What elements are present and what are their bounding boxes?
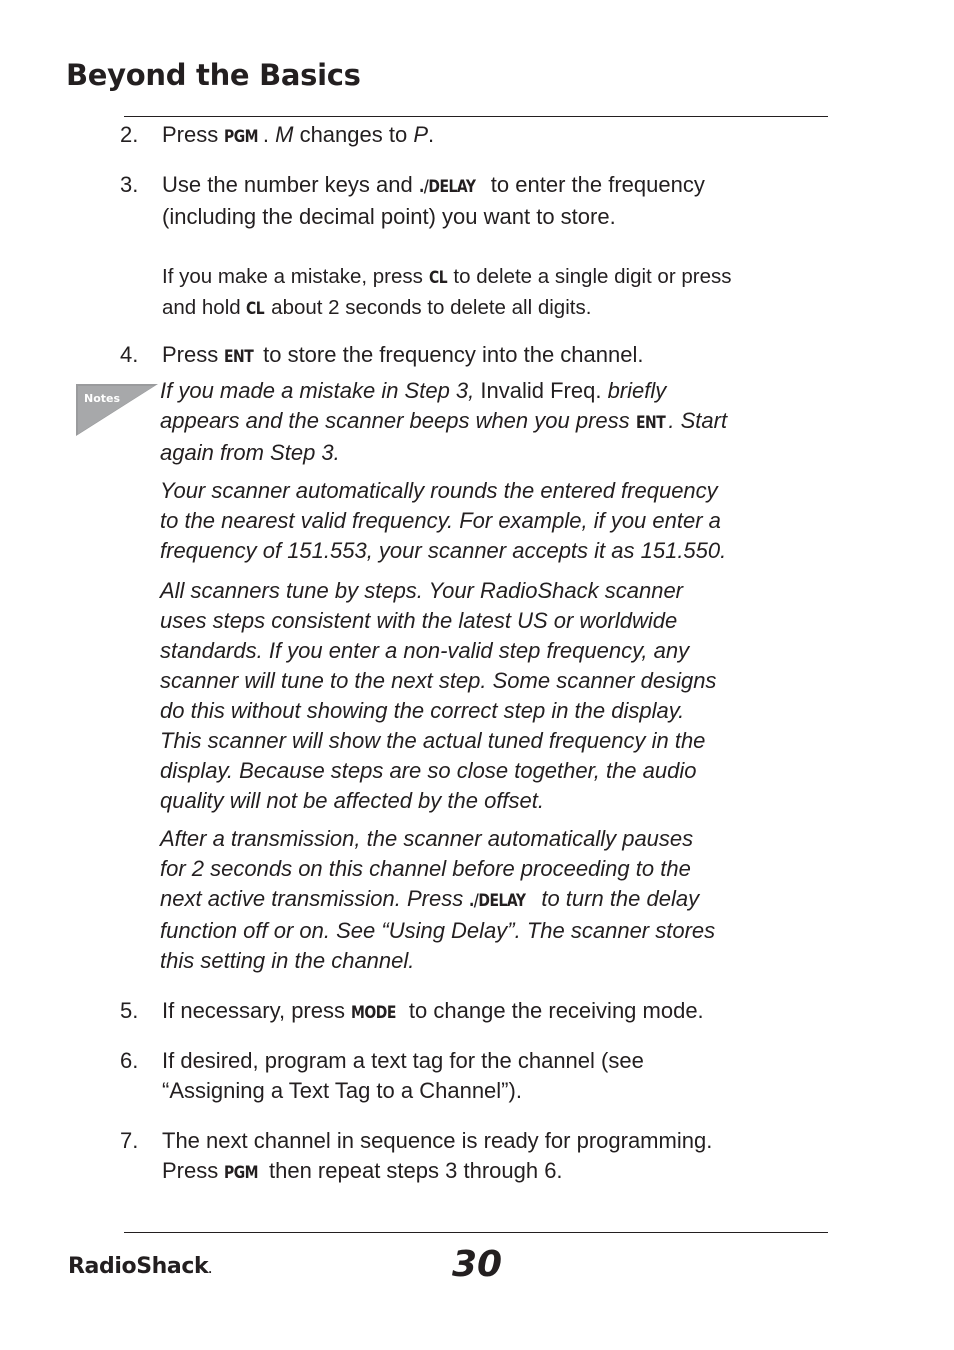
brand-logo: RadioShack. [68, 1254, 212, 1279]
key-label: CL [428, 268, 447, 288]
note-paragraph-3: All scanners tune by steps. Your RadioShack scanner uses steps consistent with the latest US or worldwide standards. If you enter a non-valid step frequency, any scanner will tune to the next step. Some scanner designs do this without showing the correct step in the display. This scanner will show the actual tuned frequency in the display. Because steps are so close together, the audio quality will not be affected by the offset. [160, 578, 717, 813]
display-message: Invalid Freq. [474, 378, 602, 403]
footer-rule [124, 1232, 828, 1233]
step-number: 6. [120, 1048, 139, 1073]
step-text: Press ENT to store the frequency into the channel. [162, 340, 842, 372]
step-text: If desired, program a text tag for the channel (see “Assigning a Text Tag to a Channel”). [162, 1048, 644, 1103]
step-number: 7. [120, 1128, 139, 1153]
header-rule [124, 116, 828, 117]
step-text: The next channel in sequence is ready for programming. Press PGM then repeat steps 3 through 6. [162, 1126, 842, 1188]
key-label: ENT [635, 413, 665, 433]
key-label: ./DELAY [469, 891, 526, 911]
step-text: Use the number keys and ./DELAY to enter the frequency (including the decimal point) you want to store. [162, 172, 705, 229]
section-title: Beyond the Basics [66, 58, 361, 92]
key-label: ./DELAY [418, 177, 476, 197]
step-text: Press PGM . M changes to P. [162, 120, 842, 152]
step-number: 4. [120, 342, 139, 367]
tip-text: If you make a mistake, press CL to delete a single digit or press and hold CL about 2 seconds to delete all digits. [162, 262, 832, 324]
key-label: PGM [224, 127, 259, 147]
note-paragraph-1: If you made a mistake in Step 3, Invalid Freq. briefly appears and the scanner beeps when you press ENT . Start again from Step 3. [160, 378, 728, 465]
step-number: 2. [120, 122, 139, 147]
notes-icon-label: Notes [84, 392, 121, 405]
step-number: 3. [120, 172, 139, 197]
note-paragraph-4: After a transmission, the scanner automatically pauses for 2 seconds on this channel before proceeding to the next active transmission. Press ./DELAY to turn the delay function off or on. See “Using Delay”. The scanner stores this setting in the channel. [160, 826, 716, 973]
key-label: PGM [224, 1163, 259, 1183]
step-text: If necessary, press MODE to change the receiving mode. [162, 996, 842, 1028]
step-number: 5. [120, 998, 139, 1023]
page-number: 30 [452, 1244, 503, 1285]
note-paragraph-2: Your scanner automatically rounds the entered frequency to the nearest valid frequency. For example, if you enter a frequency of 151.553, your scanner accepts it as 151.550. [160, 478, 727, 563]
key-label: ENT [224, 347, 254, 367]
key-label: MODE [351, 1003, 396, 1023]
key-label: CL [246, 299, 265, 319]
